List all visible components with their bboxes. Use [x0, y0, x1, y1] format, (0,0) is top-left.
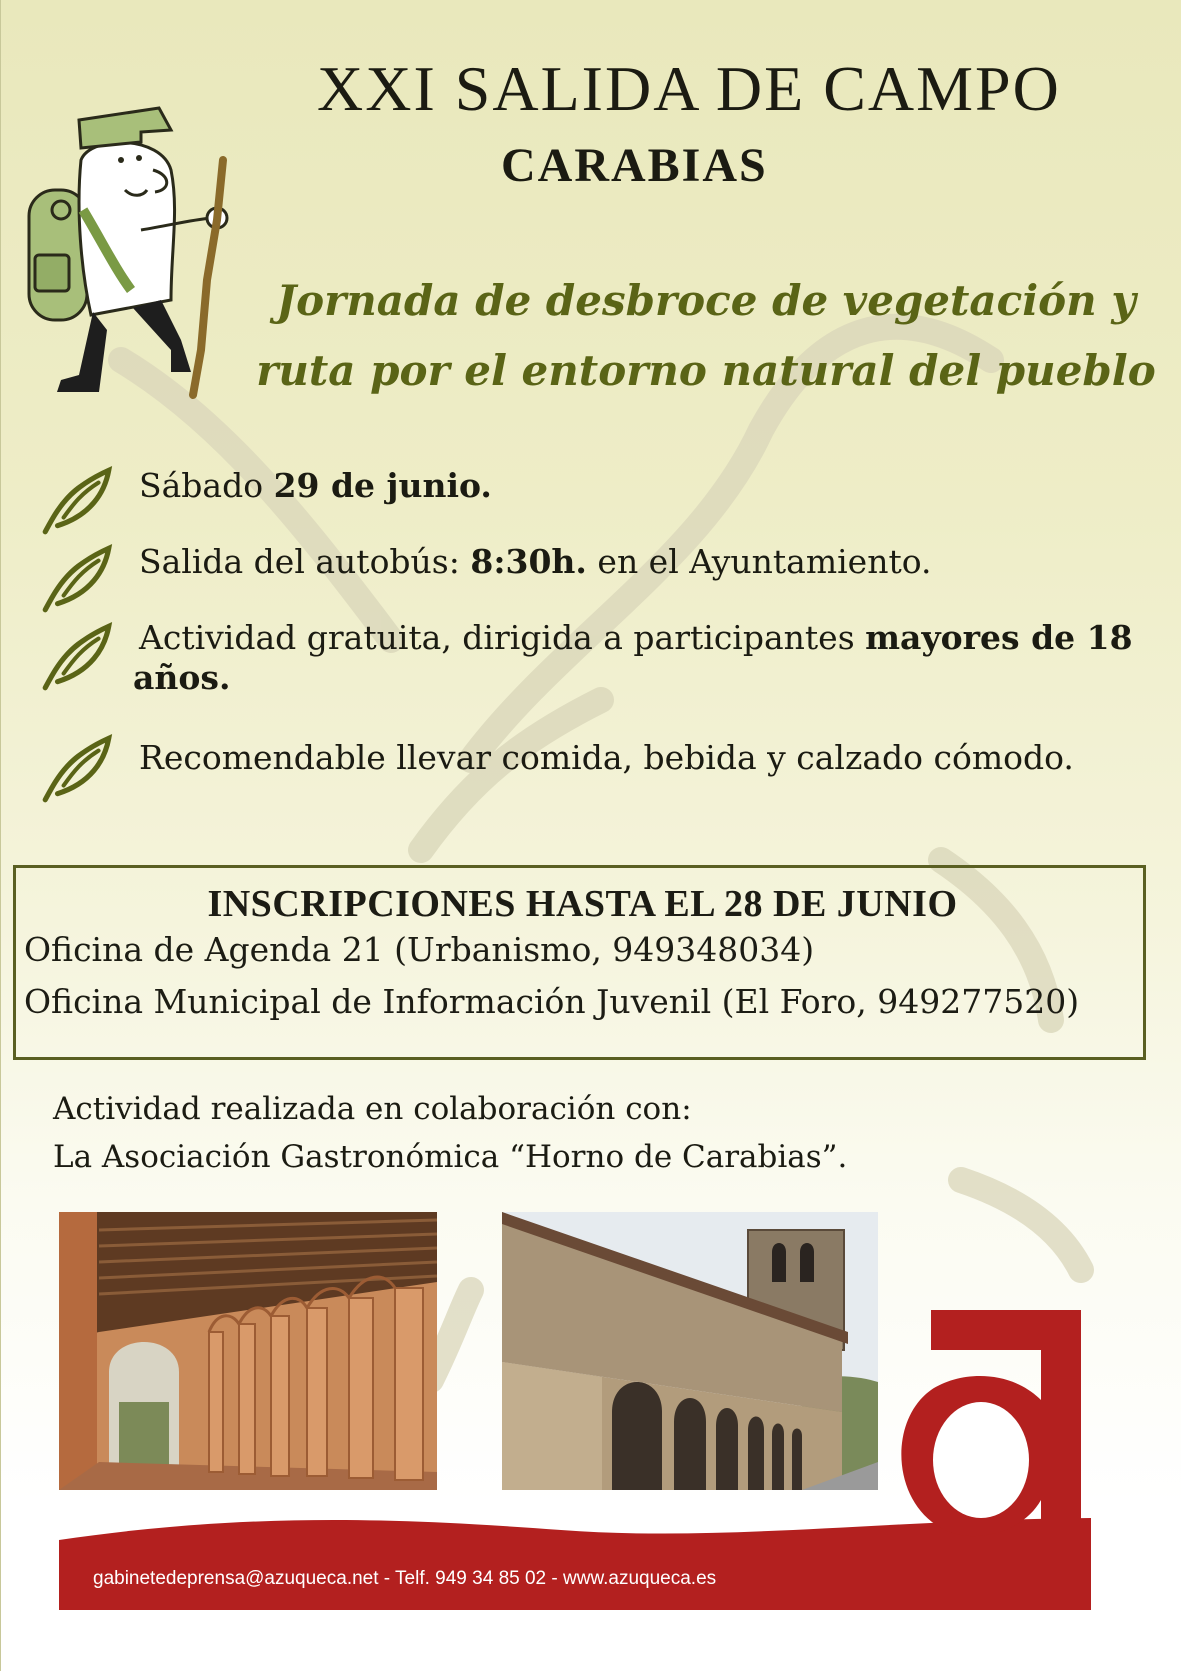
event-title: XXI SALIDA DE CAMPO — [317, 53, 1061, 124]
activity-age-suffix: años. — [133, 658, 231, 697]
date-prefix: Sábado — [139, 466, 274, 505]
recommendation-text: Recomendable llevar comida, bebida y calzado cómodo. — [139, 738, 1074, 777]
leaf-bullet-icon — [37, 726, 119, 808]
bus-time: 8:30h. — [470, 542, 587, 581]
activity-text — [133, 618, 1149, 698]
tagline-line-1: Jornada de desbroce de vegetación y — [276, 276, 1136, 325]
bus-suffix: en el Ayuntamiento. — [586, 542, 932, 581]
azuqueca-logo-icon — [871, 1300, 1101, 1550]
inscriptions-title: INSCRIPCIONES HASTA EL 28 DE JUNIO — [207, 883, 958, 925]
church-porch-photo — [59, 1212, 437, 1490]
bus-text — [139, 542, 1149, 582]
inscriptions-box — [13, 865, 1146, 1060]
tagline-line-2: ruta por el entorno natural del pueblo — [256, 346, 1156, 395]
bus-prefix: Salida del autobús: — [139, 542, 471, 581]
collaboration-line-2: La Asociación Gastronómica “Horno de Carabias”. — [53, 1139, 848, 1175]
date-value: 29 de junio. — [273, 466, 492, 505]
hiker-illustration — [21, 100, 271, 410]
footer-contact: gabinetedeprensa@azuqueca.net - Telf. 949 34 85 02 - www.azuqueca.es — [93, 1568, 717, 1589]
collaboration-line-1: Actividad realizada en colaboración con: — [53, 1091, 692, 1127]
inscription-office-agenda21: Oficina de Agenda 21 (Urbanismo, 949348034) — [24, 930, 815, 969]
church-exterior-photo — [502, 1212, 878, 1490]
leaf-bullet-icon — [37, 614, 119, 696]
event-tagline — [256, 266, 1156, 406]
leaf-bullet-icon — [37, 458, 119, 540]
inscription-office-juvenil: Oficina Municipal de Información Juvenil (El Foro, 949277520) — [24, 982, 1080, 1021]
date-text — [139, 466, 1149, 506]
activity-prefix: Actividad gratuita, dirigida a participantes — [139, 618, 866, 657]
location-title: CARABIAS — [501, 139, 768, 192]
leaf-bullet-icon — [37, 536, 119, 618]
activity-age: mayores de 18 — [865, 618, 1133, 657]
collaboration-text — [53, 1085, 847, 1181]
